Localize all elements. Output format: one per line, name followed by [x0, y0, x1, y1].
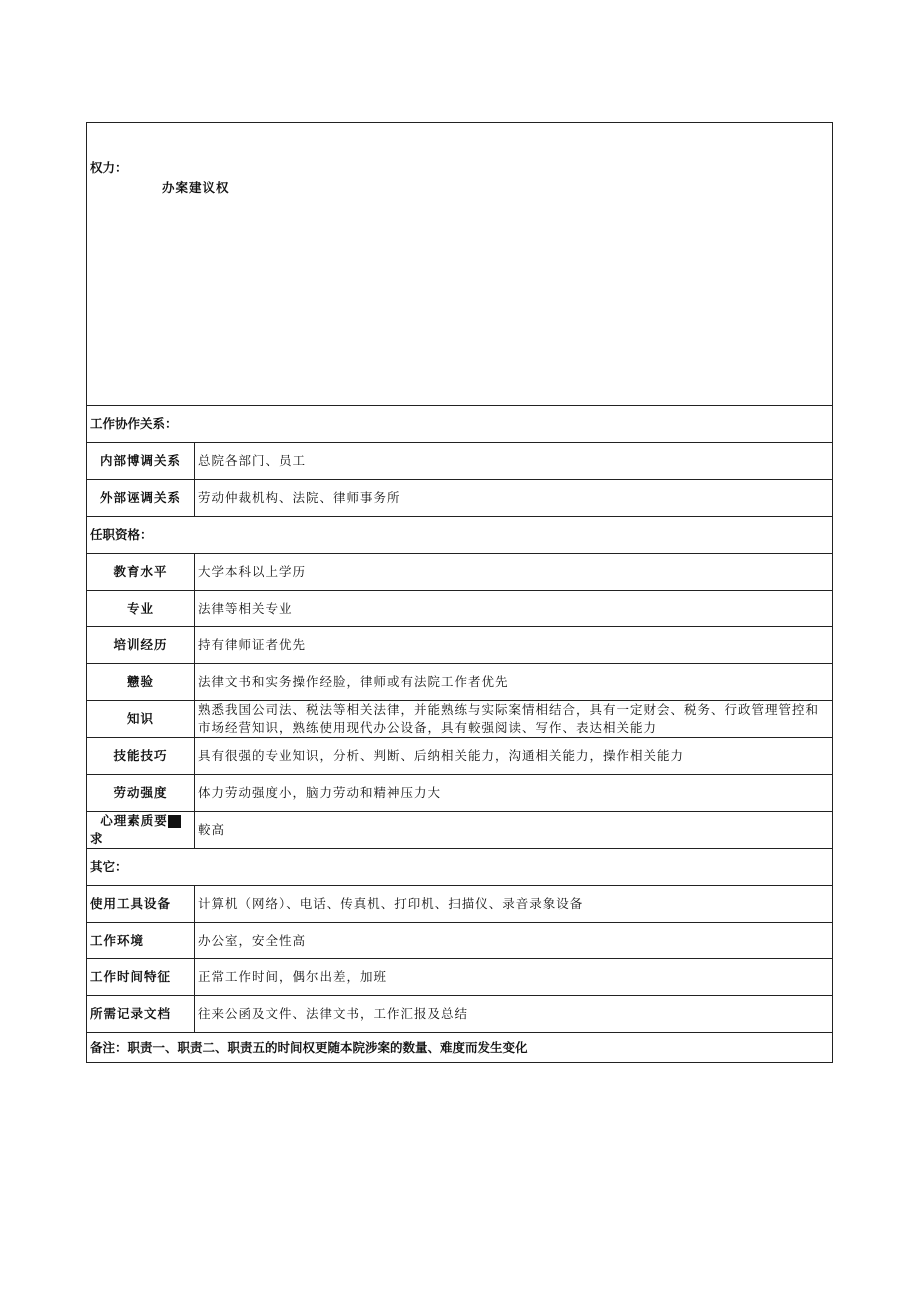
- internal-coordination-value: 总院各部门、员工: [195, 443, 833, 480]
- major-value: 法律等相关专业: [195, 591, 833, 627]
- qualifications-header-row: [87, 517, 833, 554]
- external-coordination-value: 劳动仲裁机构、法院、律师事务所: [195, 480, 833, 517]
- power-item: 办案建议权: [162, 180, 230, 195]
- labor-intensity-label: 劳动强度: [87, 775, 195, 812]
- psychological-value: 較高: [195, 812, 833, 849]
- training-value: 持有律师证者优先: [195, 627, 833, 664]
- table-row: [87, 627, 833, 664]
- table-row: [87, 996, 833, 1033]
- major-label: 专业: [87, 591, 195, 627]
- documents-label: 所需记录文档: [87, 996, 195, 1033]
- knowledge-value: 熟悉我国公司法、税法等相关法律，并能熟练与实际案情相结合，具有一定财会、税务、行政管理管控和市场经营知识，熟练使用现代办公设备，具有較强阅读、写作、表达相关能力: [195, 701, 833, 738]
- cooperation-title: 工作协作关系：: [87, 406, 833, 443]
- environment-value: 办公室，安全性高: [195, 923, 833, 959]
- training-label: 培训经历: [87, 627, 195, 664]
- tools-value: 计算机（网络）、电话、传真机、打印机、扫描仪、录音录象设备: [195, 886, 833, 923]
- cooperation-header-row: [87, 406, 833, 443]
- work-time-label: 工作时间特征: [87, 959, 195, 996]
- ink-blot-icon: [168, 815, 181, 828]
- power-cell: [87, 123, 833, 406]
- qualifications-title: 任职资格：: [87, 517, 833, 554]
- table-row: [87, 886, 833, 923]
- education-value: 大学本科以上学历: [195, 554, 833, 591]
- note-row: [87, 1033, 833, 1063]
- knowledge-label: 知识: [87, 701, 195, 738]
- psychological-label-line1: 心理素质要: [100, 813, 168, 828]
- work-time-value: 正常工作时间，偶尔出差，加班: [195, 959, 833, 996]
- table-row: [87, 775, 833, 812]
- external-coordination-label: 外部诬调关系: [87, 480, 195, 517]
- internal-coordination-label: 内部博调关系: [87, 443, 195, 480]
- table-row: [87, 923, 833, 959]
- documents-value: 往来公函及文件、法律文书，工作汇报及总结: [195, 996, 833, 1033]
- education-label: 教育水平: [87, 554, 195, 591]
- table-row: [87, 480, 833, 517]
- experience-label: 戆验: [87, 664, 195, 701]
- labor-intensity-value: 体力劳动强度小，脑力劳动和精神压力大: [195, 775, 833, 812]
- table-row: [87, 443, 833, 480]
- psychological-label-line2: 求: [90, 831, 104, 846]
- tools-label: 使用工具设备: [87, 886, 195, 923]
- note-text: 备注：职责一、职责二、职责五的时间权更随本院涉案的数量、难度而发生变化: [87, 1033, 833, 1063]
- power-section: [87, 123, 833, 406]
- environment-label: 工作环境: [87, 923, 195, 959]
- table-row: [87, 959, 833, 996]
- table-row: [87, 554, 833, 591]
- other-header-row: [87, 849, 833, 886]
- table-row: [87, 664, 833, 701]
- table-row: [87, 701, 833, 738]
- other-title: 其它：: [87, 849, 833, 886]
- skills-value: 具有很强的专业知识，分析、判断、后纳相关能力，沟通相关能力，操作相关能力: [195, 738, 833, 775]
- psychological-label: [87, 812, 195, 849]
- table-row: [87, 738, 833, 775]
- power-title: 权力：: [90, 160, 128, 175]
- job-description-table: [86, 122, 833, 1063]
- skills-label: 技能技巧: [87, 738, 195, 775]
- experience-value: 法律文书和实务操作经脸，律师或有法院工作者优先: [195, 664, 833, 701]
- table-row: [87, 591, 833, 627]
- table-row: [87, 812, 833, 849]
